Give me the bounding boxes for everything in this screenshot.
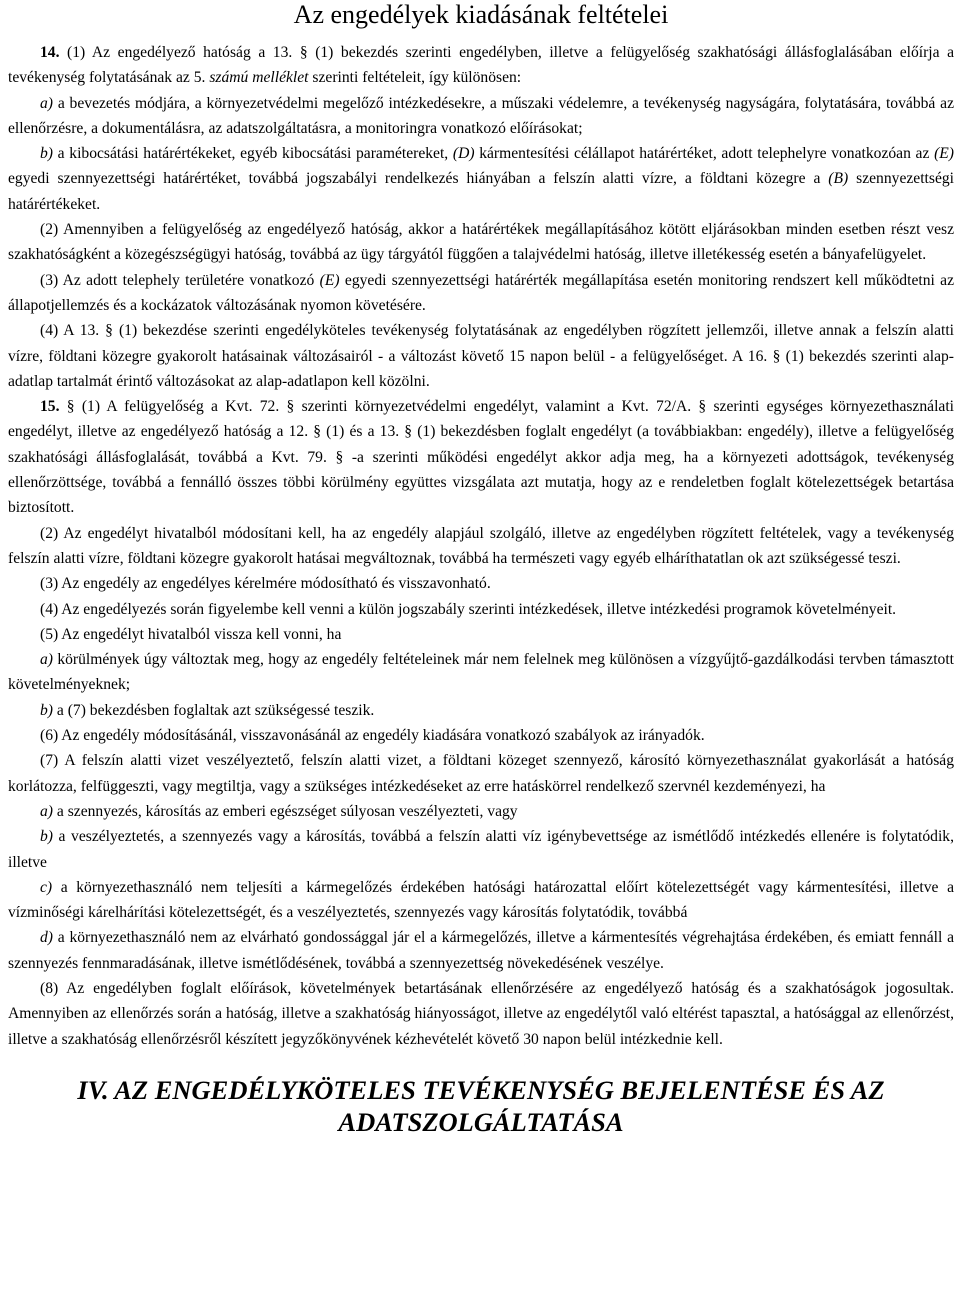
italic-text: (B) [828,170,849,188]
paragraph [8,622,954,647]
text-run: a kibocsátási határértékeket, egyéb kibocsátási paramétereket, [53,145,453,163]
text-run: a (7) bekezdésben foglaltak azt szükségessé teszik. [53,701,375,719]
document-body [8,40,954,1052]
italic-text: d) [40,929,53,947]
paragraph [8,647,954,698]
section-number: 14. [40,44,60,61]
paragraph [8,925,954,976]
text-run: (4) A 13. § (1) bekezdése szerinti engedélyköteles tevékenység folytatásának az engedélyben rögzített jellemzői, illetve annak a felszín alatti vízre, földtani közegre gyakorolt hatásainak változásairól - a változást követő 15 napon belül - a felügyelőséget. A 16. § (1) bekezdés szerinti alap-adatlap tartalmát érintő változásokat az alap-adatlapon kell közölni. [8,322,954,390]
text-run: (3) Az engedély az engedélyes kérelmére módosítható és visszavonható. [40,575,491,593]
text-run: szennyezettségi határértékeket. [8,170,954,213]
paragraph [8,976,954,1052]
italic-text: b) [40,701,53,719]
paragraph [8,394,954,520]
paragraph [8,698,954,723]
paragraph [8,597,954,622]
italic-text: a) [40,802,53,820]
paragraph [8,91,954,142]
paragraph [8,141,954,217]
text-run: szerinti feltételeit, így különösen: [308,69,522,87]
text-run: a veszélyeztetés, a szennyezés vagy a károsítás, továbbá a felszín alatti víz igénybevettsége az ismétlődő intézkedés ellenére is folytatódik, illetve [8,828,954,871]
paragraph [8,824,954,875]
text-run: körülmények úgy változtak meg, hogy az engedély feltételeinek már nem felelnek meg különösen a vízgyűjtő-gazdálkodási tervben támasztott követelményeknek; [8,651,954,694]
text-run: (1) Az engedélyező hatóság a 13. § (1) bekezdés szerinti engedélyben, illetve a felügyelőség szakhatósági állásfoglalásában előírja a tevékenység folytatásának az 5. [8,44,954,87]
paragraph [8,268,954,319]
text-run: (4) Az engedélyezés során figyelembe kell venni a külön jogszabály szerinti intézkedések, illetve intézkedési programok követelményeit. [40,600,897,618]
chapter-heading: IV. AZ ENGEDÉLYKÖTELES TEVÉKENYSÉG BEJELENTÉSE ÉS AZ ADATSZOLGÁLTATÁSA [77,1074,885,1137]
italic-text: számú melléklet [209,69,309,87]
text-run: egyedi szennyezettségi határérték megállapítása esetén monitoring rendszert kell működtetni az állapotjellemzés és a kockázatok változásának nyomon követésére. [8,271,954,314]
text-run: a szennyezés, károsítás az emberi egészséget súlyosan veszélyezteti, vagy [53,802,518,820]
italic-text: c) [40,878,53,896]
paragraph [8,875,954,926]
paragraph [8,799,954,824]
text-run: (5) Az engedélyt hivatalból vissza kell vonni, ha [40,625,342,643]
paragraph [8,40,954,91]
text-run: egyedi szennyezettségi határértéket, továbbá jogszabályi rendelkezés hiányában a felszín alatti vízre, a földtani közegre a [8,170,829,188]
paragraph [8,571,954,596]
paragraph [8,318,954,394]
text-run: (2) Amennyiben a felügyelőség az engedélyező hatóság, akkor a határértékek megállapításához kötött eljárásokban minden esetben részt vesz szakhatóságként a közegészségügyi hatóság, továbbá az ügy tárgyától függően a talajvédelmi hatóság, illetve illetékesség esetén a bányafelügyelet. [8,221,954,264]
text-run: a környezethasználó nem teljesíti a kármegelőzés érdekében hatósági határozattal előírt kötelezettségét vagy kármentesítési, illetve a vízminőségi kárelhárítási kötelezettségét, és a veszélyeztetés, szennyezés vagy károsítás folytatódik, továbbá [8,878,954,922]
paragraph [8,217,954,268]
text-run: (6) Az engedély módosításánál, visszavonásánál az engedély kiadására vonatkozó szabályok az irányadók. [40,727,705,745]
italic-text: a) [40,94,53,112]
text-run: § (1) A felügyelőség a Kvt. 72. § szerinti környezetvédelmi engedélyt, valamint a Kvt. 72/A. § szerinti egységes környezethasználati engedélyt, illetve az engedélyező hatóság a 12. § (1) és a 13. § (1) bekezdésben foglalt engedélyt (a továbbiakban: engedély), illetve a felügyelőség szakhatósági állásfoglalását, továbbá a Kvt. 79. § -a szerinti működési engedélyt akkor adja meg, ha a környezeti adottságok, tevékenység ellenőrzöttsége, továbbá a fennálló összes többi körülmény együttes vizsgálata azt mutatja, hogy az e rendeletben foglalt kötelezettségek betartása biztosított. [8,398,954,517]
italic-text: (E) [319,271,340,289]
italic-text: (D) [452,145,475,163]
paragraph [8,723,954,748]
italic-text: (E) [934,145,954,163]
italic-text: b) [40,145,53,163]
text-run: (2) Az engedélyt hivatalból módosítani kell, ha az engedély alapjául szolgáló, illetve az engedélyben rögzített feltételek, vagy a tevékenység felszín alatti vízre, földtani közegre gyakorolt hatásai megváltoznak, továbbá ha természeti vagy egyéb elháríthatatlan ok azt szükségessé teszi. [8,524,954,567]
paragraph [8,748,954,799]
text-run: a bevezetés módjára, a környezetvédelmi megelőző intézkedésekre, a műszaki védelemre, a tevékenység nagyságára, folytatására, továbbá az ellenőrzésre, a dokumentálásra, az adatszolgáltatásra, a monitoringra vonatkozó előírásokat; [8,94,954,137]
page-title: Az engedélyek kiadásának feltételei [293,0,669,29]
text-run: (7) A felszín alatti vizet veszélyeztető, felszín alatti vizet, a földtani közeget szennyező, károsító környezethasználat gyakorlását a hatóság korlátozza, felfüggeszti, vagy megtiltja, vagy a szükséges intézkedéseket az erre hatáskörrel rendelkező szervnél kezdeményezi, ha [8,752,954,795]
text-run: kármentesítési célállapot határértéket, adott telephelyre vonatkozóan az [474,145,935,163]
section-number: 15. [40,398,60,416]
italic-text: b) [40,828,53,846]
paragraph [8,521,954,572]
italic-text: a) [40,651,53,669]
text-run: (3) Az adott telephely területére vonatkozó [40,271,320,289]
text-run: a környezethasználó nem az elvárható gondossággal jár el a kármegelőzés, illetve a kármentesítés végrehajtása érdekében, és emiatt fennáll a szennyezés fennmaradásának, illetve ismétlődésének, továbbá a szennyezettség növekedésének veszélye. [8,929,954,972]
text-run: (8) Az engedélyben foglalt előírások, követelmények betartásának ellenőrzésére az engedélyező hatóság és a szakhatóságok jogosultak. Amennyiben az ellenőrzés során a hatóság, illetve a szakhatóság hiányosságot, illetve az engedélytől való eltérést tapasztal, a hatósággal az ellenőrzést, illetve a szakhatóság ellenőrzésről készített jegyzőkönyvének kézhevételét követő 30 napon belül intézkednie kell. [8,979,954,1048]
